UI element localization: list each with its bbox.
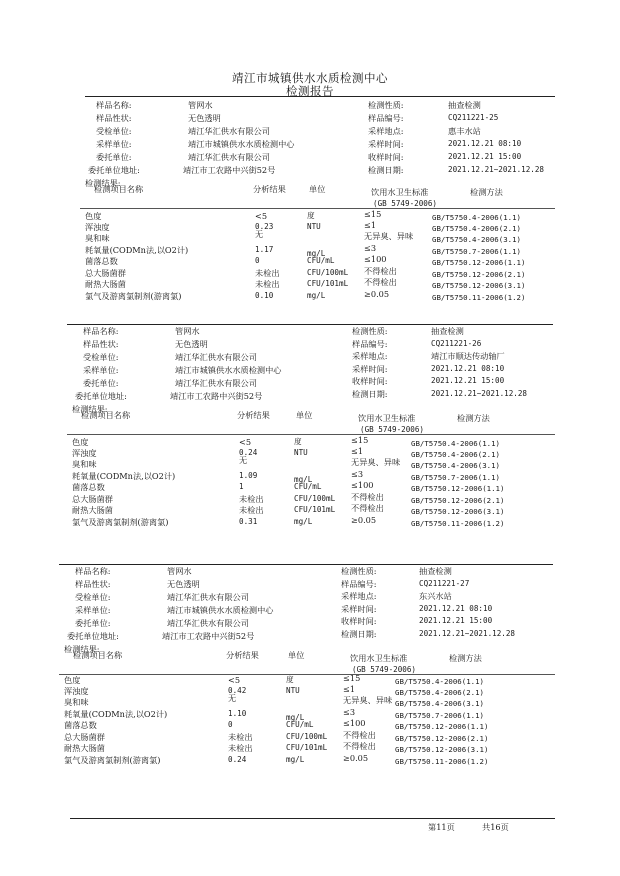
item-standard: ≤100 bbox=[364, 254, 387, 264]
value-sampling-site: 靖江市顺达传动轴厂 bbox=[431, 351, 505, 361]
col-header-unit: 单位 bbox=[309, 184, 326, 194]
value-sample-no: CQ211221-26 bbox=[431, 339, 482, 348]
label-sample-property: 样品性状: bbox=[83, 339, 119, 349]
value-sample-property: 无色透明 bbox=[167, 579, 200, 589]
item-result: 1 bbox=[239, 482, 244, 491]
value-sampling-unit: 靖江市城镇供水水质检测中心 bbox=[188, 139, 295, 149]
item-unit: mg/L bbox=[307, 249, 326, 258]
label-receive-time: 收样时间: bbox=[341, 616, 377, 626]
item-method: GB/T5750.12-2006(2.1) bbox=[432, 270, 526, 279]
value-sampling-site: 东兴水站 bbox=[419, 591, 452, 601]
item-standard: 不得检出 bbox=[343, 741, 376, 751]
item-standard: ≥0.05 bbox=[351, 515, 377, 525]
label-client-address: 委托单位地址: bbox=[75, 391, 127, 401]
col-header-standard: 饮用水卫生标准 bbox=[358, 413, 416, 423]
item-unit: mg/L bbox=[294, 517, 313, 526]
label-sampling-site: 采样地点: bbox=[341, 591, 377, 601]
item-unit: mg/L bbox=[286, 755, 305, 764]
label-sampling-unit: 采样单位: bbox=[75, 605, 111, 615]
item-name: 菌落总数 bbox=[64, 720, 97, 730]
item-result: 未检出 bbox=[255, 279, 280, 289]
item-method: GB/T5750.4-2006(1.1) bbox=[411, 439, 500, 448]
value-sample-property: 无色透明 bbox=[188, 113, 221, 123]
value-sample-no: CQ211221-27 bbox=[419, 579, 470, 588]
report-section-2 bbox=[0, 324, 620, 574]
item-result: 0 bbox=[228, 720, 233, 729]
item-name: 色度 bbox=[72, 437, 89, 447]
item-standard: ≤15 bbox=[343, 673, 361, 683]
item-unit: CFU/mL bbox=[294, 482, 322, 491]
label-test-nature: 检测性质: bbox=[368, 100, 404, 110]
label-client-address: 委托单位地址: bbox=[67, 631, 119, 641]
item-method: GB/T5750.12-2006(1.1) bbox=[395, 722, 489, 731]
label-test-date: 检测日期: bbox=[368, 165, 404, 175]
item-standard: ≤1 bbox=[351, 446, 364, 456]
item-unit: CFU/mL bbox=[307, 256, 335, 265]
label-sampling-time: 采样时间: bbox=[368, 139, 404, 149]
item-method: GB/T5750.4-2006(2.1) bbox=[395, 688, 484, 697]
item-name: 浑浊度 bbox=[85, 222, 110, 232]
item-unit: NTU bbox=[294, 448, 308, 457]
org-title: 靖江市城镇供水水质检测中心 bbox=[232, 71, 388, 85]
item-result: 未检出 bbox=[228, 743, 253, 753]
value-sampling-unit: 靖江市城镇供水水质检测中心 bbox=[167, 605, 274, 615]
item-method: GB/T5750.7-2006(1.1) bbox=[411, 473, 500, 482]
value-sampling-site: 惠丰水站 bbox=[448, 126, 481, 136]
value-sampling-time: 2021.12.21 08:10 bbox=[448, 139, 522, 148]
label-sample-name: 样品名称: bbox=[83, 326, 119, 336]
value-client-address: 靖江市工农路中兴街52号 bbox=[183, 165, 276, 175]
value-test-nature: 抽查检测 bbox=[431, 326, 464, 336]
item-result: 0.24 bbox=[239, 448, 258, 457]
item-method: GB/T5750.4-2006(3.1) bbox=[432, 235, 521, 244]
label-sample-no: 样品编号: bbox=[368, 113, 404, 123]
label-test-results: 检测结果: bbox=[72, 404, 108, 414]
item-result: 1.10 bbox=[228, 709, 247, 718]
col-header-result: 分析结果 bbox=[226, 650, 259, 660]
col-header-standard: 饮用水卫生标准 bbox=[350, 653, 408, 663]
item-standard: ≤15 bbox=[364, 209, 382, 219]
label-sample-name: 样品名称: bbox=[96, 100, 132, 110]
col-header-standard-code: (GB 5749-2006) bbox=[373, 199, 438, 208]
item-result: 1.09 bbox=[239, 471, 258, 480]
item-result: 无 bbox=[228, 693, 237, 703]
item-result: 未检出 bbox=[255, 268, 280, 278]
item-unit: 度 bbox=[294, 437, 302, 446]
item-unit: CFU/101mL bbox=[286, 743, 328, 752]
col-header-unit: 单位 bbox=[288, 650, 305, 660]
item-standard: ≥0.05 bbox=[364, 289, 390, 299]
item-standard: 不得检出 bbox=[343, 730, 376, 740]
item-method: GB/T5750.4-2006(2.1) bbox=[432, 224, 521, 233]
item-name: 耐热大肠菌 bbox=[72, 505, 113, 515]
item-name: 总大肠菌群 bbox=[64, 732, 105, 742]
page-number: 第11页 bbox=[428, 822, 455, 832]
item-standard: 不得检出 bbox=[364, 266, 397, 276]
label-client-unit: 委托单位: bbox=[96, 152, 132, 162]
col-header-item: 检测项目名称 bbox=[94, 184, 144, 194]
total-pages: 共16页 bbox=[482, 822, 509, 832]
item-result: 0.24 bbox=[228, 755, 247, 764]
value-receive-time: 2021.12.21 15:00 bbox=[419, 616, 493, 625]
item-name: 菌落总数 bbox=[85, 256, 118, 266]
item-result: 0.31 bbox=[239, 517, 258, 526]
bottom-divider bbox=[70, 818, 555, 819]
label-client-unit: 委托单位: bbox=[83, 378, 119, 388]
item-name: 总大肠菌群 bbox=[72, 494, 113, 504]
label-entrusted-unit: 受检单位: bbox=[96, 126, 132, 136]
item-standard: ≤3 bbox=[351, 469, 364, 479]
item-method: GB/T5750.12-2006(3.1) bbox=[411, 507, 505, 516]
value-test-date: 2021.12.21~2021.12.28 bbox=[448, 165, 545, 174]
label-test-results: 检测结果: bbox=[85, 178, 121, 188]
item-result: 1.17 bbox=[255, 245, 274, 254]
value-receive-time: 2021.12.21 15:00 bbox=[431, 376, 505, 385]
section-top-divider bbox=[59, 564, 553, 565]
item-result: 0 bbox=[255, 256, 260, 265]
value-sample-name: 管网水 bbox=[167, 566, 192, 576]
label-sampling-site: 采样地点: bbox=[352, 351, 388, 361]
label-sample-property: 样品性状: bbox=[75, 579, 111, 589]
col-header-standard: 饮用水卫生标准 bbox=[371, 187, 429, 197]
label-test-date: 检测日期: bbox=[341, 629, 377, 639]
item-result: <5 bbox=[239, 437, 252, 447]
item-standard: 不得检出 bbox=[351, 492, 384, 502]
value-test-date: 2021.12.21~2021.12.28 bbox=[419, 629, 516, 638]
item-unit: mg/L bbox=[286, 713, 305, 722]
item-result: 0.42 bbox=[228, 686, 247, 695]
item-method: GB/T5750.12-2006(1.1) bbox=[432, 258, 526, 267]
item-name: 色度 bbox=[64, 675, 81, 685]
col-header-unit: 单位 bbox=[296, 410, 313, 420]
label-test-date: 检测日期: bbox=[352, 389, 388, 399]
item-result: <5 bbox=[228, 675, 241, 685]
item-standard: 不得检出 bbox=[351, 503, 384, 513]
report-section-3 bbox=[0, 564, 620, 814]
item-name: 浑浊度 bbox=[64, 686, 89, 696]
item-method: GB/T5750.4-2006(2.1) bbox=[411, 450, 500, 459]
item-result: <5 bbox=[255, 211, 268, 221]
label-client-unit: 委托单位: bbox=[75, 618, 111, 628]
item-name: 菌落总数 bbox=[72, 482, 105, 492]
value-client-address: 靖江市工农路中兴街52号 bbox=[170, 391, 263, 401]
value-client-unit: 靖江华汇供水有限公司 bbox=[188, 152, 270, 162]
col-header-result: 分析结果 bbox=[253, 184, 286, 194]
item-standard: ≤100 bbox=[343, 718, 366, 728]
value-sampling-time: 2021.12.21 08:10 bbox=[419, 604, 493, 613]
column-header-divider bbox=[59, 674, 555, 675]
value-test-nature: 抽查检测 bbox=[448, 100, 481, 110]
item-result: 无 bbox=[255, 229, 264, 239]
item-unit: NTU bbox=[307, 222, 321, 231]
item-name: 耗氧量(CODMn法,以O2计) bbox=[85, 245, 189, 255]
label-sample-property: 样品性状: bbox=[96, 113, 132, 123]
item-method: GB/T5750.11-2006(1.2) bbox=[432, 293, 526, 302]
item-unit: CFU/101mL bbox=[307, 279, 349, 288]
item-method: GB/T5750.12-2006(3.1) bbox=[432, 281, 526, 290]
report-section-1 bbox=[0, 98, 620, 348]
value-entrusted-unit: 靖江华汇供水有限公司 bbox=[188, 126, 270, 136]
value-client-address: 靖江市工农路中兴街52号 bbox=[162, 631, 255, 641]
item-name: 色度 bbox=[85, 211, 102, 221]
item-name: 臭和味 bbox=[64, 697, 89, 707]
item-standard: 无异臭、异味 bbox=[351, 457, 401, 467]
item-standard: ≥0.05 bbox=[343, 753, 369, 763]
col-header-standard-code: (GB 5749-2006) bbox=[360, 425, 425, 434]
col-header-standard-code: (GB 5749-2006) bbox=[352, 665, 417, 674]
item-method: GB/T5750.7-2006(1.1) bbox=[432, 247, 521, 256]
col-header-item: 检测项目名称 bbox=[73, 650, 123, 660]
item-name: 耐热大肠菌 bbox=[85, 279, 126, 289]
label-receive-time: 收样时间: bbox=[368, 152, 404, 162]
item-unit: CFU/mL bbox=[286, 720, 314, 729]
item-name: 浑浊度 bbox=[72, 448, 97, 458]
item-method: GB/T5750.12-2006(3.1) bbox=[395, 745, 489, 754]
label-test-results: 检测结果: bbox=[64, 644, 100, 654]
col-header-method: 检测方法 bbox=[449, 653, 482, 663]
value-receive-time: 2021.12.21 15:00 bbox=[448, 152, 522, 161]
item-result: 0.10 bbox=[255, 291, 274, 300]
label-sampling-time: 采样时间: bbox=[352, 364, 388, 374]
item-name: 总大肠菌群 bbox=[85, 268, 126, 278]
item-name: 耐热大肠菌 bbox=[64, 743, 105, 753]
value-sample-name: 管网水 bbox=[188, 100, 213, 110]
item-result: 无 bbox=[239, 455, 248, 465]
label-sample-no: 样品编号: bbox=[352, 339, 388, 349]
item-unit: mg/L bbox=[307, 291, 326, 300]
item-unit: mg/L bbox=[294, 475, 313, 484]
item-unit: NTU bbox=[286, 686, 300, 695]
value-sample-property: 无色透明 bbox=[175, 339, 208, 349]
item-unit: CFU/100mL bbox=[286, 732, 328, 741]
item-unit: CFU/100mL bbox=[294, 494, 336, 503]
item-name: 臭和味 bbox=[72, 459, 97, 469]
item-name: 氯气及游离氯制剂(游离氯) bbox=[64, 755, 161, 765]
item-standard: 不得检出 bbox=[364, 277, 397, 287]
item-unit: 度 bbox=[307, 211, 315, 220]
item-method: GB/T5750.4-2006(1.1) bbox=[432, 213, 521, 222]
value-test-date: 2021.12.21~2021.12.28 bbox=[431, 389, 528, 398]
value-client-unit: 靖江华汇供水有限公司 bbox=[167, 618, 249, 628]
label-client-address: 委托单位地址: bbox=[88, 165, 140, 175]
item-result: 0.23 bbox=[255, 222, 274, 231]
section-top-divider bbox=[67, 324, 553, 325]
item-method: GB/T5750.11-2006(1.2) bbox=[411, 519, 505, 528]
label-sample-name: 样品名称: bbox=[75, 566, 111, 576]
value-test-nature: 抽查检测 bbox=[419, 566, 452, 576]
label-receive-time: 收样时间: bbox=[352, 376, 388, 386]
item-standard: ≤15 bbox=[351, 435, 369, 445]
item-standard: ≤1 bbox=[364, 220, 377, 230]
item-unit: CFU/101mL bbox=[294, 505, 336, 514]
item-name: 臭和味 bbox=[85, 233, 110, 243]
col-header-method: 检测方法 bbox=[470, 187, 503, 197]
col-header-result: 分析结果 bbox=[237, 410, 270, 420]
item-method: GB/T5750.11-2006(1.2) bbox=[395, 757, 489, 766]
column-header-divider bbox=[67, 434, 555, 435]
item-standard: ≤3 bbox=[343, 707, 356, 717]
item-method: GB/T5750.12-2006(1.1) bbox=[411, 484, 505, 493]
label-sample-no: 样品编号: bbox=[341, 579, 377, 589]
item-result: 未检出 bbox=[228, 732, 253, 742]
item-standard: 无异臭、异味 bbox=[343, 695, 393, 705]
item-method: GB/T5750.4-2006(3.1) bbox=[395, 699, 484, 708]
item-result: 未检出 bbox=[239, 505, 264, 515]
label-sampling-time: 采样时间: bbox=[341, 604, 377, 614]
value-sampling-unit: 靖江市城镇供水水质检测中心 bbox=[175, 365, 282, 375]
col-header-method: 检测方法 bbox=[457, 413, 490, 423]
item-method: GB/T5750.4-2006(1.1) bbox=[395, 677, 484, 686]
label-test-nature: 检测性质: bbox=[341, 566, 377, 576]
item-standard: 无异臭、异味 bbox=[364, 231, 414, 241]
item-standard: ≤100 bbox=[351, 480, 374, 490]
label-entrusted-unit: 受检单位: bbox=[83, 352, 119, 362]
header-divider bbox=[85, 96, 555, 97]
label-test-nature: 检测性质: bbox=[352, 326, 388, 336]
label-entrusted-unit: 受检单位: bbox=[75, 592, 111, 602]
value-entrusted-unit: 靖江华汇供水有限公司 bbox=[175, 352, 257, 362]
label-sampling-unit: 采样单位: bbox=[83, 365, 119, 375]
item-name: 耗氧量(CODMn法,以O2计) bbox=[64, 709, 168, 719]
item-standard: ≤3 bbox=[364, 243, 377, 253]
item-name: 氯气及游离氯制剂(游离氯) bbox=[85, 291, 182, 301]
col-header-item: 检测项目名称 bbox=[81, 410, 131, 420]
item-standard: ≤1 bbox=[343, 684, 356, 694]
item-method: GB/T5750.12-2006(2.1) bbox=[411, 496, 505, 505]
item-name: 耗氧量(CODMn法,以O2计) bbox=[72, 471, 176, 481]
item-method: GB/T5750.4-2006(3.1) bbox=[411, 461, 500, 470]
item-unit: 度 bbox=[286, 675, 294, 684]
report-title: 检测报告 bbox=[286, 84, 334, 98]
item-unit: CFU/100mL bbox=[307, 268, 349, 277]
value-sample-name: 管网水 bbox=[175, 326, 200, 336]
value-entrusted-unit: 靖江华汇供水有限公司 bbox=[167, 592, 249, 602]
item-name: 氯气及游离氯制剂(游离氯) bbox=[72, 517, 169, 527]
item-method: GB/T5750.12-2006(2.1) bbox=[395, 734, 489, 743]
label-sampling-unit: 采样单位: bbox=[96, 139, 132, 149]
label-sampling-site: 采样地点: bbox=[368, 126, 404, 136]
column-header-divider bbox=[80, 208, 555, 209]
value-sampling-time: 2021.12.21 08:10 bbox=[431, 364, 505, 373]
value-client-unit: 靖江华汇供水有限公司 bbox=[175, 378, 257, 388]
value-sample-no: CQ211221-25 bbox=[448, 113, 499, 122]
item-result: 未检出 bbox=[239, 494, 264, 504]
item-method: GB/T5750.7-2006(1.1) bbox=[395, 711, 484, 720]
